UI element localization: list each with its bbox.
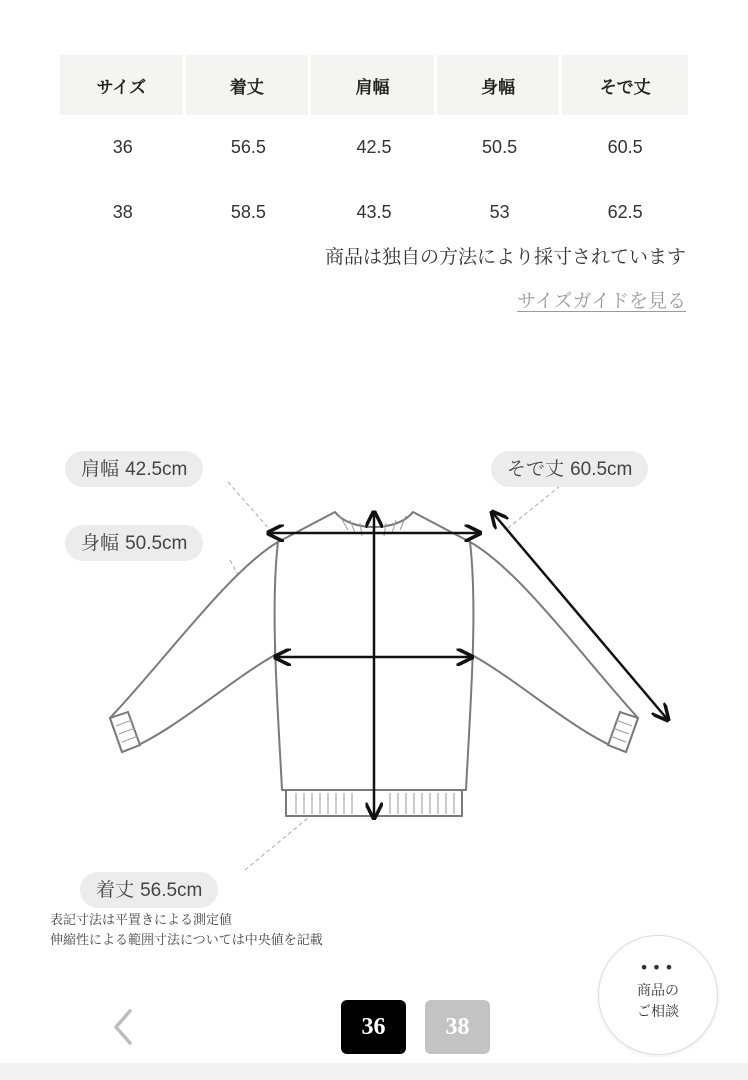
- measurement-diagram: [0, 430, 748, 910]
- table-cell: 56.5: [230, 137, 266, 157]
- header-length: 着丈: [186, 55, 312, 115]
- table-row: [60, 115, 688, 180]
- consult-line2: ご相談: [637, 1004, 679, 1020]
- product-consult-button[interactable]: [598, 935, 718, 1055]
- shoulder-label-text: 肩幅: [81, 458, 120, 480]
- shoulder-width-label: [65, 451, 203, 487]
- table-header-row: [60, 55, 688, 115]
- size-guide-link[interactable]: サイズガイドを見る: [517, 290, 686, 312]
- shoulder-value: 42.5cm: [125, 459, 188, 480]
- table-cell: 62.5: [607, 202, 643, 222]
- header-shoulder: 肩幅: [311, 55, 437, 115]
- header-body-width: 身幅: [437, 55, 563, 115]
- table-row: [60, 180, 688, 245]
- table-cell: 53: [489, 202, 510, 222]
- length-value: 56.5cm: [140, 880, 203, 901]
- sleeve-label-text: そで丈: [507, 458, 565, 480]
- table-cell: 42.5: [356, 137, 392, 157]
- size-tab-38[interactable]: 38: [425, 1000, 490, 1054]
- consult-line1: 商品の: [637, 983, 679, 999]
- header-size: サイズ: [60, 55, 186, 115]
- table-cell: 36: [112, 137, 133, 157]
- stretch-note: 伸縮性による範囲寸法については中央値を記載: [50, 933, 323, 948]
- chevron-left-icon[interactable]: [104, 1007, 144, 1047]
- table-cell: 50.5: [482, 137, 518, 157]
- total-length-label: [80, 872, 218, 908]
- table-cell: 60.5: [607, 137, 643, 157]
- size-table: [60, 55, 688, 245]
- bottom-divider: [0, 1063, 748, 1080]
- sleeve-length-label: [491, 451, 648, 487]
- length-label-text: 着丈: [96, 879, 135, 901]
- body-width-label: [65, 525, 203, 561]
- body-width-value: 50.5cm: [125, 533, 188, 554]
- table-cell: 58.5: [230, 202, 266, 222]
- measurement-notes: [50, 911, 323, 951]
- table-cell: 38: [112, 202, 133, 222]
- header-sleeve: そで丈: [562, 55, 688, 115]
- more-dots-icon: •••: [639, 958, 677, 977]
- table-cell: 43.5: [356, 202, 392, 222]
- measure-method-note: 商品は独自の方法により採寸されています: [324, 246, 686, 268]
- body-width-label-text: 身幅: [81, 532, 120, 554]
- size-tab-36[interactable]: 36: [341, 1000, 406, 1054]
- sweater-illustration: [0, 430, 748, 910]
- sleeve-value: 60.5cm: [570, 459, 633, 480]
- flat-measure-note: 表記寸法は平置きによる測定値: [50, 913, 233, 928]
